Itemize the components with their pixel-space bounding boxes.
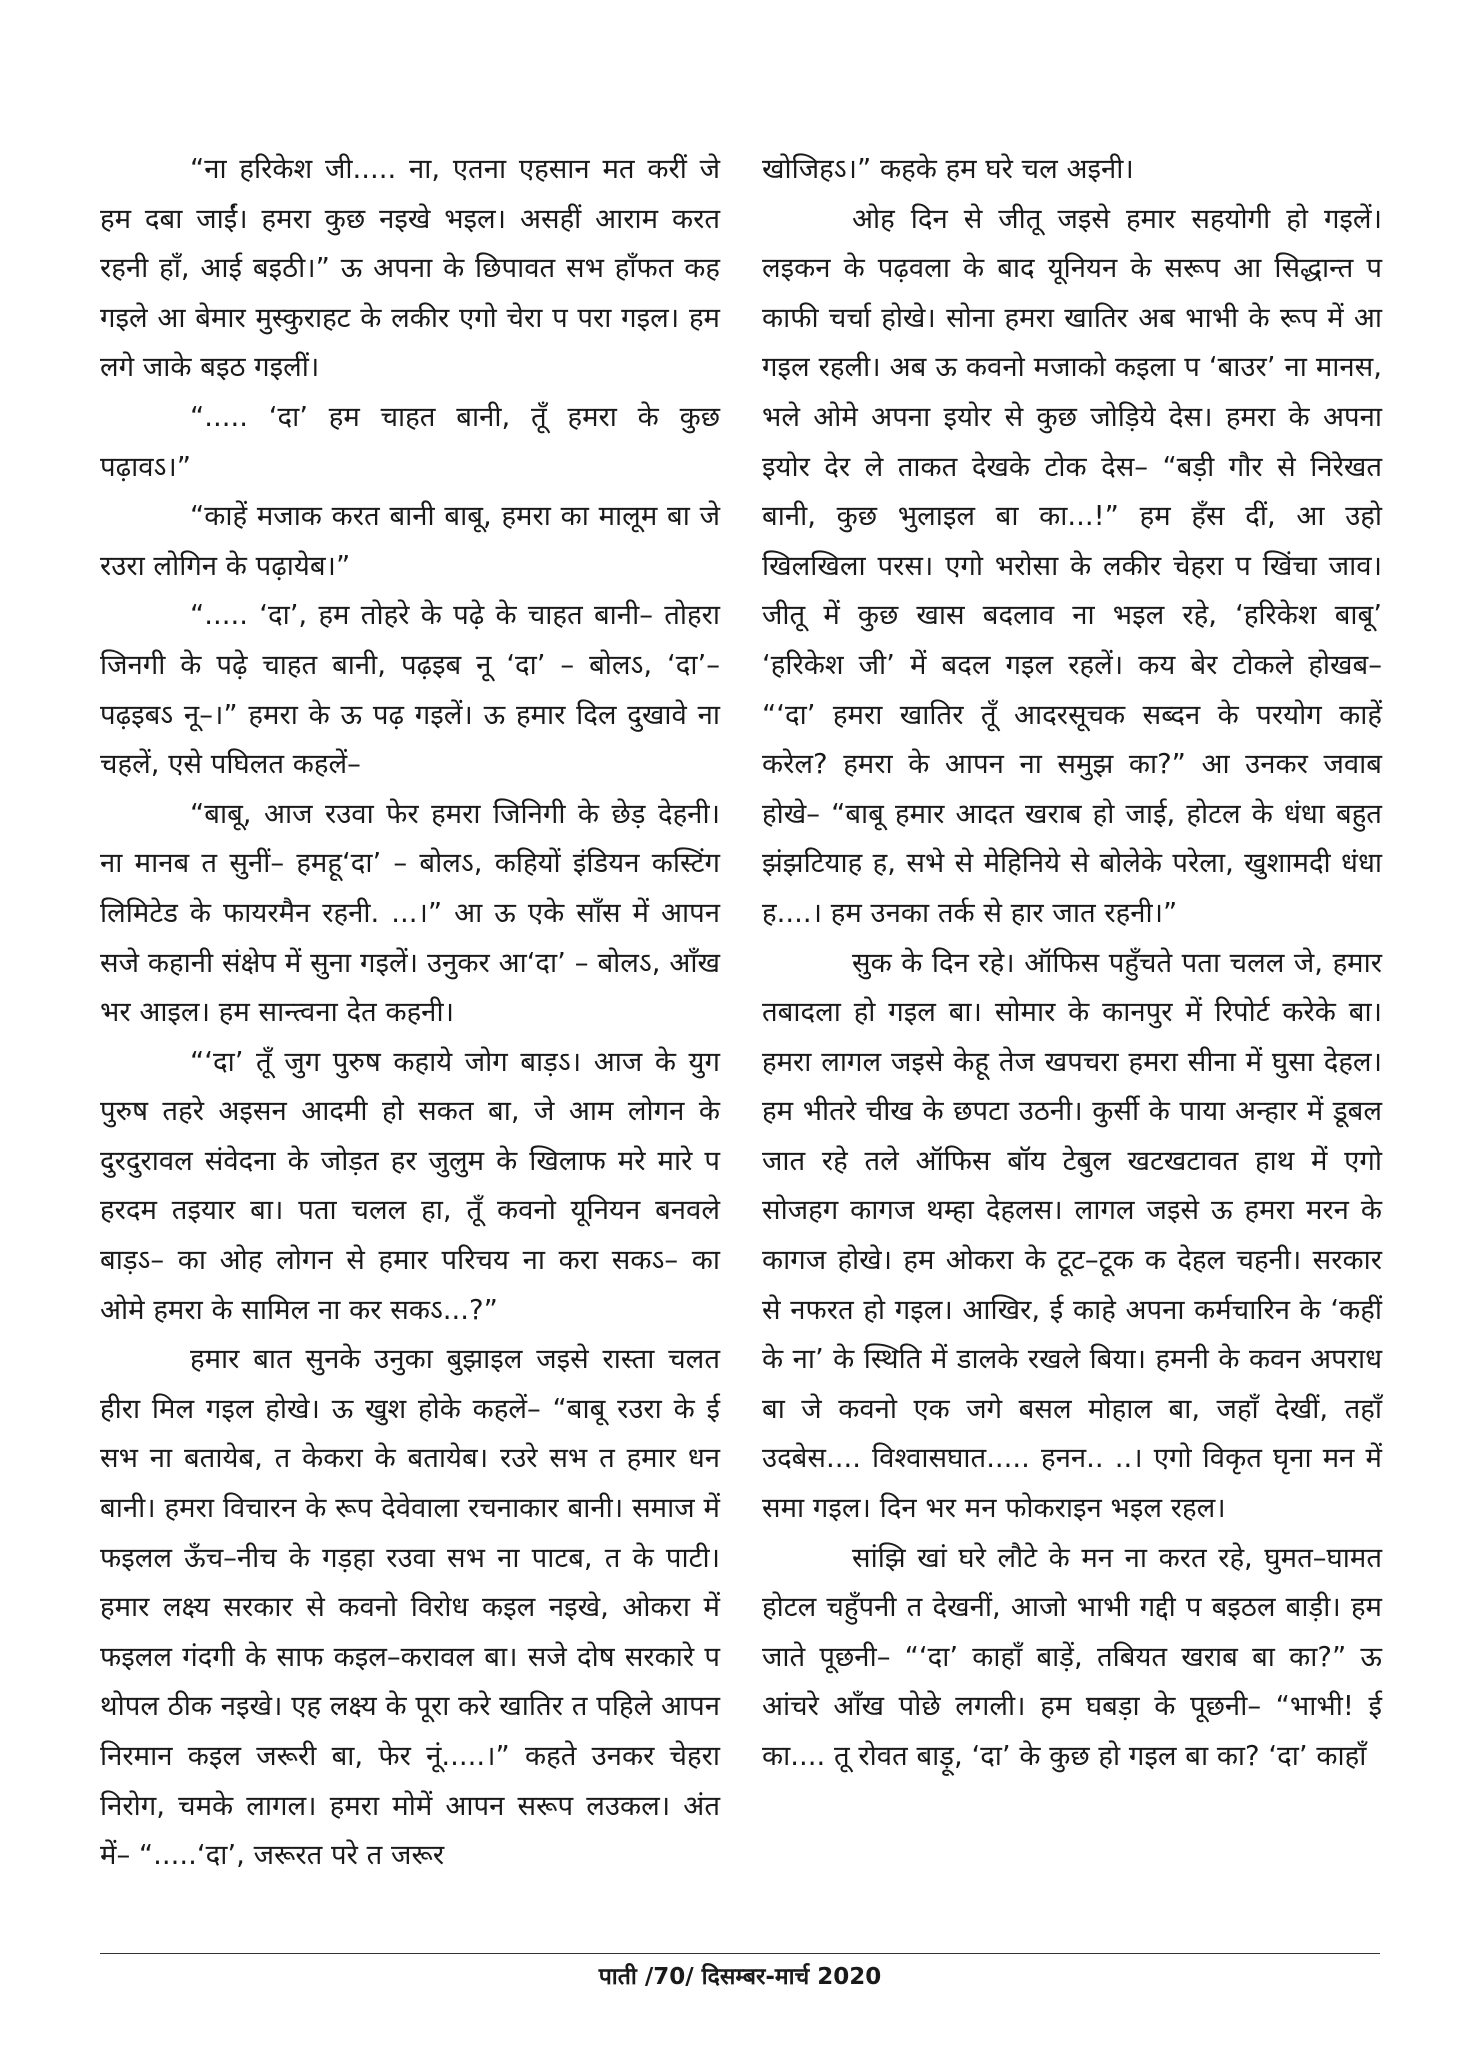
page-footer: पाती /70/ दिसम्बर-मार्च 2020 <box>598 1964 882 1990</box>
paragraph: सांझि खां घरे लौटे के मन ना करत रहे, घुमत–घामत होटल चहुँपनी त देखनीं, आजो भाभी गद्दी प बइठल बाड़ी। हम जाते पूछनी– “‘दा’ काहाँ बाड़ें, तबियत खराब बा का?” ऊ आंचरे आँख पोछे लगली। हम घबड़ा के पूछनी– “भाभी! ई का.... तू रोवत बाड़ू, ‘दा’ के कुछ हो गइल बा का? ‘दा’ काहाँ <box>762 1541 1382 1772</box>
paragraph: “ना हरिकेश जी..... ना, एतना एहसान मत करीं जे हम दबा जाईं। हमरा कुछ नइखे भइल। असहीं आराम करत रहनी हाँ, आई बइठी।” ऊ अपना के छिपावत सभ हाँफत कह गइले आ बेमार मुस्कुराहट के लकीर एगो चेरा प परा गइल। हम लगे जाके बइठ गइलीं। <box>100 153 720 384</box>
paragraph: “..... ‘दा’, हम तोहरे के पढ़े के चाहत बानी– तोहरा जिनगी के पढ़े चाहत बानी, पढ़इब नू ‘दा’ – बोलऽ, ‘दा’– पढ़इबऽ नू–।” हमरा के ऊ पढ़ गइलें। ऊ हमार दिल दुखावे ना चहलें, एसे पघिलत कहलें– <box>100 599 720 781</box>
paragraph: “बाबू, आज रउवा फेर हमरा जिनिगी के छेड़ देहनी। ना मानब त सुनीं– हमहू‘दा’ – बोलऽ, कहियों इंडियन कस्टिंग लिमिटेड के फायरमैन रहनी. ...।” आ ऊ एके साँस में आपन सजे कहानी संक्षेप में सुना गइलें। उनुकर आ‘दा’ – बोलऽ, आँख भर आइल। हम सान्त्वना देत कहनी। <box>100 797 720 1029</box>
paragraph: ओह दिन से जीतू जइसे हमार सहयोगी हो गइलें। लइकन के पढ़वला के बाद यूनियन के सरूप आ सिद्धान्त प काफी चर्चा होखे। सोना हमरा खातिर अब भाभी के रूप में आ गइल रहली। अब ऊ कवनो मजाको कइला प ‘बाउर’ ना मानस, भले ओमे अपना इयोर से कुछ जोड़िये देस। हमरा के अपना इयोर देर ले ताकत देखके टोक देस– “बड़ी गौर से निरेखत बानी, कुछ भुलाइल बा का...!” हम हँस दीं, आ उहो खिलखिला परस। एगो भरोसा के लकीर चेहरा प खिंचा जाव। जीतू में कुछ खास बदलाव ना भइल रहे, ‘हरिकेश बाबू’ ‘हरिकेश जी’ में बदल गइल रहलें। कय बेर टोकले होखब– “‘दा’ हमरा खातिर तूँ आदरसूचक सब्दन के परयोग काहें करेल? हमरा के आपन ना समुझ का?” आ उनकर जवाब होखे– “बाबू हमार आदत खराब हो जाई, होटल के धंधा बहुत झंझटियाह ह, सभे से मेहिनिये से बोलेके परेला, खुशामदी धंधा ह....। हम उनका तर्क से हार जात रहनी।” <box>762 202 1382 929</box>
paragraph-continued: खोजिहऽ।” कहके हम घरे चल अइनी। <box>762 153 1134 185</box>
paragraph: “..... ‘दा’ हम चाहत बानी, तूँ हमरा के कुछ पढ़ावऽ।” <box>100 400 720 483</box>
footer-divider <box>100 1953 1380 1954</box>
paragraph: “काहें मजाक करत बानी बाबू, हमरा का मालूम बा जे रउरा लोगिन के पढ़ायेब।” <box>100 500 720 582</box>
paragraph: “‘दा’ तूँ जुग पुरुष कहाये जोग बाड़ऽ। आज के युग पुरुष तहरे अइसन आदमी हो सकत बा, जे आम लोगन के दुरदुरावल संवेदना के जोड़त हर जुलुम के खिलाफ मरे मारे प हरदम तइयार बा। पता चलल हा, तूँ कवनो यूनियन बनवले बाड़ऽ– का ओह लोगन से हमार परिचय ना करा सकऽ– का ओमे हमरा के सामिल ना कर सकऽ...?” <box>100 1045 720 1326</box>
paragraph: हमार बात सुनके उनुका बुझाइल जइसे रास्ता चलत हीरा मिल गइल होखे। ऊ खुश होके कहलें– “बाबू रउरा के ई सभ ना बतायेब, त केकरा के बतायेब। रउरे सभ त हमार धन बानी। हमरा विचारन के रूप देवेवाला रचनाकार बानी। समाज में फइलल ऊँच–नीच के गड़हा रउवा सभ ना पाटब, त के पाटी। हमार लक्ष्य सरकार से कवनो विरोध कइल नइखे, ओकरा में फइलल गंदगी के साफ कइल–करावल बा। सजे दोष सरकारे प थोपल ठीक नइखे। एह लक्ष्य के पूरा करे खातिर त पहिले आपन निरमान कइल जरूरी बा, फेर नूं.....।” कहते उनकर चेहरा निरोग, चमके लागल। हमरा मोमें आपन सरूप लउकल। अंत में– “.....‘दा’, जरूरत परे त जरूर <box>100 1343 720 1872</box>
left-text-column <box>100 145 720 1881</box>
paragraph: सुक के दिन रहे। ऑफिस पहुँचते पता चलल जे, हमार तबादला हो गइल बा। सोमार के कानपुर में रिपोर्ट करेके बा। हमरा लागल जइसे केहू तेज खपचरा हमरा सीना में घुसा देहल। हम भीतरे चीख के छपटा उठनी। कुर्सी के पाया अन्हार में डूबल जात रहे तले ऑफिस बॉय टेबुल खटखटावत हाथ में एगो सोजहग कागज थम्हा देहलस। लागल जइसे ऊ हमरा मरन के कागज होखे। हम ओकरा के टूट–टूक क देहल चहनी। सरकार से नफरत हो गइल। आखिर, ई काहे अपना कर्मचारिन के ‘कहीं के ना’ के स्थिति में डालके रखले बिया। हमनी के कवन अपराध बा जे कवनो एक जगे बसल मोहाल बा, जहाँ देखीं, तहाँ उदबेस.... विश्वासघात..... हनन.. ..। एगो विकृत घृना मन में समा गइल। दिन भर मन फोकराइन भइल रहल। <box>762 946 1382 1525</box>
right-text-column <box>762 145 1382 1782</box>
